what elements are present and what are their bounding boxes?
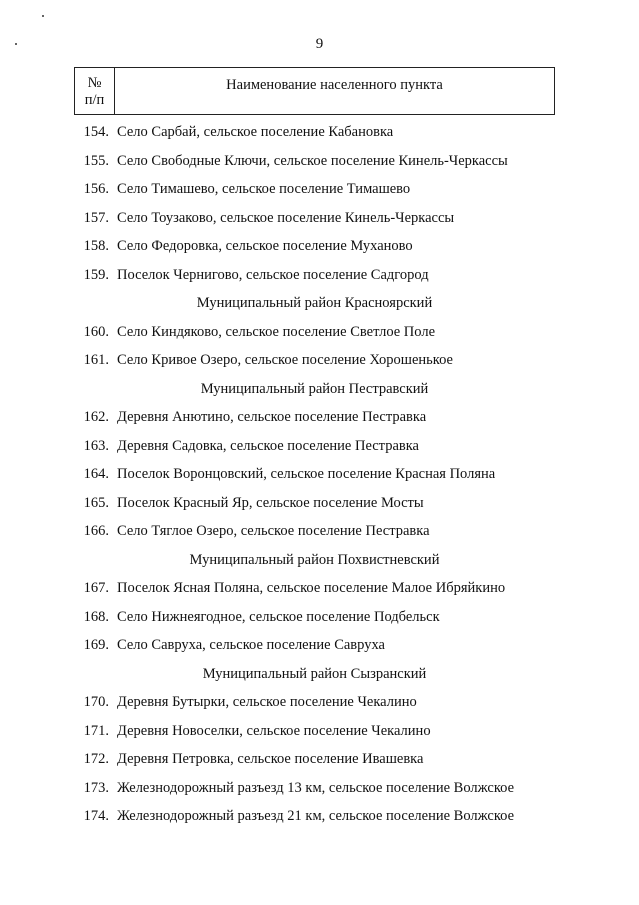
table-row [0, 204, 639, 233]
row-number: 168. [83, 608, 109, 625]
row-number: 163. [83, 437, 109, 454]
row-number: 160. [83, 323, 109, 340]
table-row [0, 175, 639, 204]
page-number: 9 [315, 36, 324, 52]
district-name: Муниципальный район Похвистневский [189, 551, 440, 568]
district-heading [0, 375, 639, 404]
settlement-name: Село Киндяково, сельское поселение Светлое Поле [117, 323, 436, 340]
settlement-name: Село Сарбай, сельское поселение Кабановка [117, 124, 394, 140]
settlement-list [0, 118, 639, 831]
table-row [0, 118, 639, 147]
settlement-name: Село Тяглое Озеро, сельское поселение Пестравка [117, 523, 430, 539]
table-row [0, 318, 639, 347]
row-number: 172. [83, 751, 109, 767]
district-heading [0, 289, 639, 318]
settlement-name: Село Тимашево, сельское поселение Тимашево [117, 181, 411, 197]
settlement-name: Село Свободные Ключи, сельское поселение Кинель-Черкассы [117, 152, 508, 169]
table-row [0, 774, 639, 803]
table-row [0, 745, 639, 774]
row-number: 174. [83, 808, 109, 824]
row-number: 170. [83, 694, 109, 710]
name-column-header: Наименование населенного пункта [226, 77, 443, 93]
settlement-name: Село Кривое Озеро, сельское поселение Хорошенькое [117, 352, 453, 368]
row-number: 167. [83, 580, 109, 596]
row-number: 158. [83, 238, 109, 254]
row-number: 159. [83, 266, 109, 283]
table-row [0, 574, 639, 603]
row-number: 171. [83, 722, 109, 739]
settlement-name: Поселок Ясная Поляна, сельское поселение Малое Ибряйкино [117, 580, 506, 596]
table-row [0, 460, 639, 489]
table-row [0, 517, 639, 546]
row-number: 154. [83, 124, 109, 140]
settlement-name: Село Федоровка, сельское поселение Муханово [117, 238, 413, 254]
district-heading [0, 546, 639, 575]
row-number: 162. [83, 409, 109, 425]
district-name: Муниципальный район Красноярский [196, 295, 433, 311]
row-number: 165. [83, 494, 109, 511]
district-name: Муниципальный район Пестравский [200, 380, 429, 397]
settlement-name: Деревня Анютино, сельское поселение Пестравка [117, 409, 427, 425]
table-row [0, 232, 639, 261]
settlement-name: Деревня Садовка, сельское поселение Пестравка [117, 437, 419, 454]
settlement-name: Железнодорожный разъезд 13 км, сельское поселение Волжское [117, 779, 515, 796]
settlement-name: Село Нижнеягодное, сельское поселение Подбельск [117, 608, 440, 625]
settlement-name: Село Тоузаково, сельское поселение Кинель-Черкассы [117, 209, 455, 226]
table-row [0, 489, 639, 518]
row-number: 157. [83, 209, 109, 226]
settlement-name: Поселок Чернигово, сельское поселение Садгород [117, 266, 429, 283]
table-row [0, 147, 639, 176]
district-name: Муниципальный район Сызранский [202, 665, 427, 682]
row-number: 164. [83, 466, 109, 482]
settlement-name: Деревня Бутырки, сельское поселение Чекалино [117, 694, 417, 710]
settlement-name: Деревня Новоселки, сельское поселение Чекалино [117, 722, 431, 739]
table-row [0, 346, 639, 375]
table-row [0, 603, 639, 632]
table-header [74, 67, 555, 115]
settlement-name: Село Савруха, сельское поселение Савруха [117, 637, 385, 653]
number-abbrev: п/п [84, 92, 105, 108]
settlement-name: Поселок Воронцовский, сельское поселение Красная Поляна [117, 466, 496, 482]
row-number: 155. [83, 152, 109, 169]
row-number: 169. [83, 637, 109, 653]
table-row [0, 802, 639, 831]
row-number: 173. [83, 779, 109, 796]
row-number: 166. [83, 523, 109, 539]
settlement-name: Железнодорожный разъезд 21 км, сельское поселение Волжское [117, 808, 515, 824]
settlement-name: Поселок Красный Яр, сельское поселение Мосты [117, 494, 424, 511]
number-symbol: № [87, 75, 102, 91]
table-row [0, 717, 639, 746]
row-number: 156. [83, 181, 109, 197]
table-row [0, 631, 639, 660]
table-row [0, 688, 639, 717]
row-number: 161. [83, 352, 109, 368]
number-column-header [75, 68, 115, 114]
table-row [0, 261, 639, 290]
table-row [0, 432, 639, 461]
district-heading [0, 660, 639, 689]
scan-speck [42, 15, 44, 17]
settlement-name: Деревня Петровка, сельское поселение Ивашевка [117, 751, 424, 767]
table-row [0, 403, 639, 432]
